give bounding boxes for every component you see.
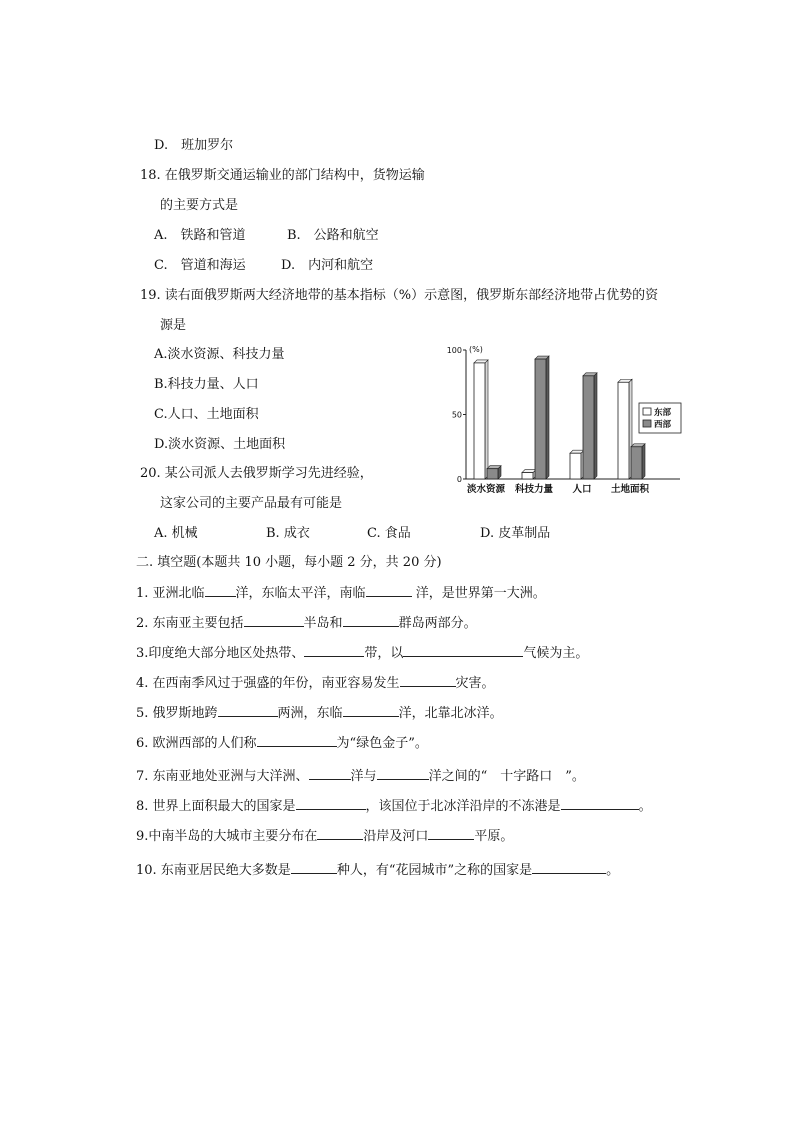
fill-text: 。	[606, 863, 620, 878]
q19-stem: 19. 读右面俄罗斯两大经济地带的基本指标（%）示意图，俄罗斯东部经济地带占优势的资	[140, 288, 659, 303]
q18-stem: 18. 在俄罗斯交通运输业的部门结构中，货物运输	[140, 168, 425, 183]
y-axis-label: (%)	[469, 345, 483, 354]
fill-text: 带，以	[364, 646, 404, 661]
x-tick-label: 人口	[572, 484, 592, 495]
answer-blank[interactable]	[366, 583, 412, 597]
fill-text: ，该国位于北冰洋沿岸的不冻港是	[365, 799, 561, 814]
bar-east-0	[474, 363, 485, 479]
fill-text: 4. 在西南季风过于强盛的年份，南亚容易发生	[136, 676, 400, 691]
fill-item-4	[136, 673, 495, 693]
fill-text: 5. 俄罗斯地跨	[136, 706, 218, 721]
fill-text: 。	[638, 799, 652, 814]
answer-blank[interactable]	[561, 796, 639, 810]
fill-item-6	[136, 733, 428, 753]
answer-blank[interactable]	[291, 860, 337, 874]
q18-option-a: A. 铁路和管道	[154, 228, 246, 243]
fill-text: 3.印度绝大部分地区处热带、	[136, 646, 305, 661]
bar-side	[546, 356, 549, 479]
answer-blank[interactable]	[218, 703, 278, 717]
answer-blank[interactable]	[377, 766, 429, 780]
q19-option-b: B.科技力量、人口	[154, 377, 259, 392]
fill-text: 洋，东临太平洋，南临	[235, 586, 366, 601]
answer-blank[interactable]	[400, 673, 456, 687]
fill-text: 洋与	[350, 769, 377, 784]
fill-text: 洋之间的“ 十字路口 ”。	[428, 769, 585, 784]
fill-text: 10. 东南亚居民绝大多数是	[136, 863, 291, 878]
q18-option-d: D. 内河和航空	[281, 258, 374, 273]
fill-text: 6. 欧洲西部的人们称	[136, 736, 257, 751]
fill-text: 两洲，东临	[277, 706, 343, 721]
fill-text: 洋，北靠北冰洋。	[398, 706, 503, 721]
q20-option-c: C. 食品	[367, 526, 411, 541]
russia-economic-zones-chart	[444, 342, 684, 498]
bar-side	[642, 444, 645, 479]
fill-text: 半岛和	[303, 616, 343, 631]
answer-blank[interactable]	[343, 703, 399, 717]
q17-option-d: D. 班加罗尔	[154, 138, 234, 153]
y-tick-label: 0	[456, 475, 462, 484]
legend-label: 西部	[654, 420, 672, 430]
answer-blank[interactable]	[317, 826, 363, 840]
fill-text: 2. 东南亚主要包括	[136, 616, 244, 631]
fill-item-7	[136, 766, 585, 786]
fill-item-1	[136, 583, 546, 603]
bar-side	[485, 360, 488, 479]
bar-west-3	[631, 447, 642, 479]
y-tick-label: 50	[451, 410, 462, 420]
x-tick-label: 土地面积	[610, 484, 650, 495]
answer-blank[interactable]	[428, 826, 474, 840]
fill-item-8	[136, 796, 652, 816]
legend-swatch	[643, 420, 651, 427]
q20-stem: 20. 某公司派人去俄罗斯学习先进经验，	[140, 466, 373, 481]
fill-text: 沿岸及河口	[363, 829, 429, 844]
fill-text: 8. 世界上面积最大的国家是	[136, 799, 296, 814]
q20-option-a: A. 机械	[154, 526, 198, 541]
q20-option-b: B. 成衣	[266, 526, 310, 541]
bar-west-2	[583, 376, 594, 479]
answer-blank[interactable]	[304, 643, 364, 657]
fill-text: 群岛两部分。	[398, 616, 477, 631]
fill-text: 平原。	[474, 829, 514, 844]
fill-item-9	[136, 826, 513, 846]
answer-blank[interactable]	[205, 583, 236, 597]
x-tick-label: 科技力量	[514, 484, 554, 495]
q19-option-a: A.淡水资源、科技力量	[154, 347, 285, 362]
q20-stem-cont: 这家公司的主要产品最有可能是	[160, 496, 343, 511]
q18-stem-cont: 的主要方式是	[160, 198, 239, 213]
answer-blank[interactable]	[309, 766, 351, 780]
bar-west-0	[487, 469, 498, 479]
fill-item-2	[136, 613, 477, 633]
fill-item-5	[136, 703, 503, 723]
q20-option-d: D. 皮革制品	[480, 526, 551, 541]
fill-text: 种人，有“花园城市”之称的国家是	[336, 863, 533, 878]
fill-text: 灾害。	[455, 676, 495, 691]
q19-option-c: C.人口、土地面积	[154, 407, 259, 422]
bar-east-1	[522, 473, 533, 479]
answer-blank[interactable]	[257, 733, 337, 747]
q18-option-b: B. 公路和航空	[287, 228, 379, 243]
section2-title: 二. 填空题(本题共 10 小题，每小题 2 分，共 20 分)	[136, 555, 442, 570]
q19-option-d: D.淡水资源、土地面积	[154, 437, 286, 452]
answer-blank[interactable]	[343, 613, 399, 627]
x-tick-label: 淡水资源	[466, 484, 506, 495]
fill-text: 7. 东南亚地处亚洲与大洋洲、	[136, 769, 309, 784]
fill-text: 9.中南半岛的大城市主要分布在	[136, 829, 318, 844]
answer-blank[interactable]	[403, 643, 523, 657]
fill-item-10	[136, 860, 619, 880]
bar-side	[594, 373, 597, 479]
fill-text: 1. 亚洲北临	[136, 586, 205, 601]
answer-blank[interactable]	[296, 796, 366, 810]
answer-blank[interactable]	[244, 613, 304, 627]
legend-label: 东部	[654, 408, 672, 418]
fill-item-3	[136, 643, 588, 663]
q18-option-c: C. 管道和海运	[154, 258, 246, 273]
answer-blank[interactable]	[532, 860, 606, 874]
y-tick-label: 100	[446, 346, 462, 355]
legend-swatch	[643, 408, 651, 415]
bar-east-3	[618, 382, 629, 479]
fill-text: 气候为主。	[523, 646, 589, 661]
bar-east-2	[570, 453, 581, 479]
fill-text: 洋，是世界第一大洲。	[411, 586, 546, 601]
fill-text: 为“绿色金子”。	[336, 736, 428, 751]
q19-stem-cont: 源是	[160, 318, 187, 333]
bar-west-1	[535, 359, 546, 479]
